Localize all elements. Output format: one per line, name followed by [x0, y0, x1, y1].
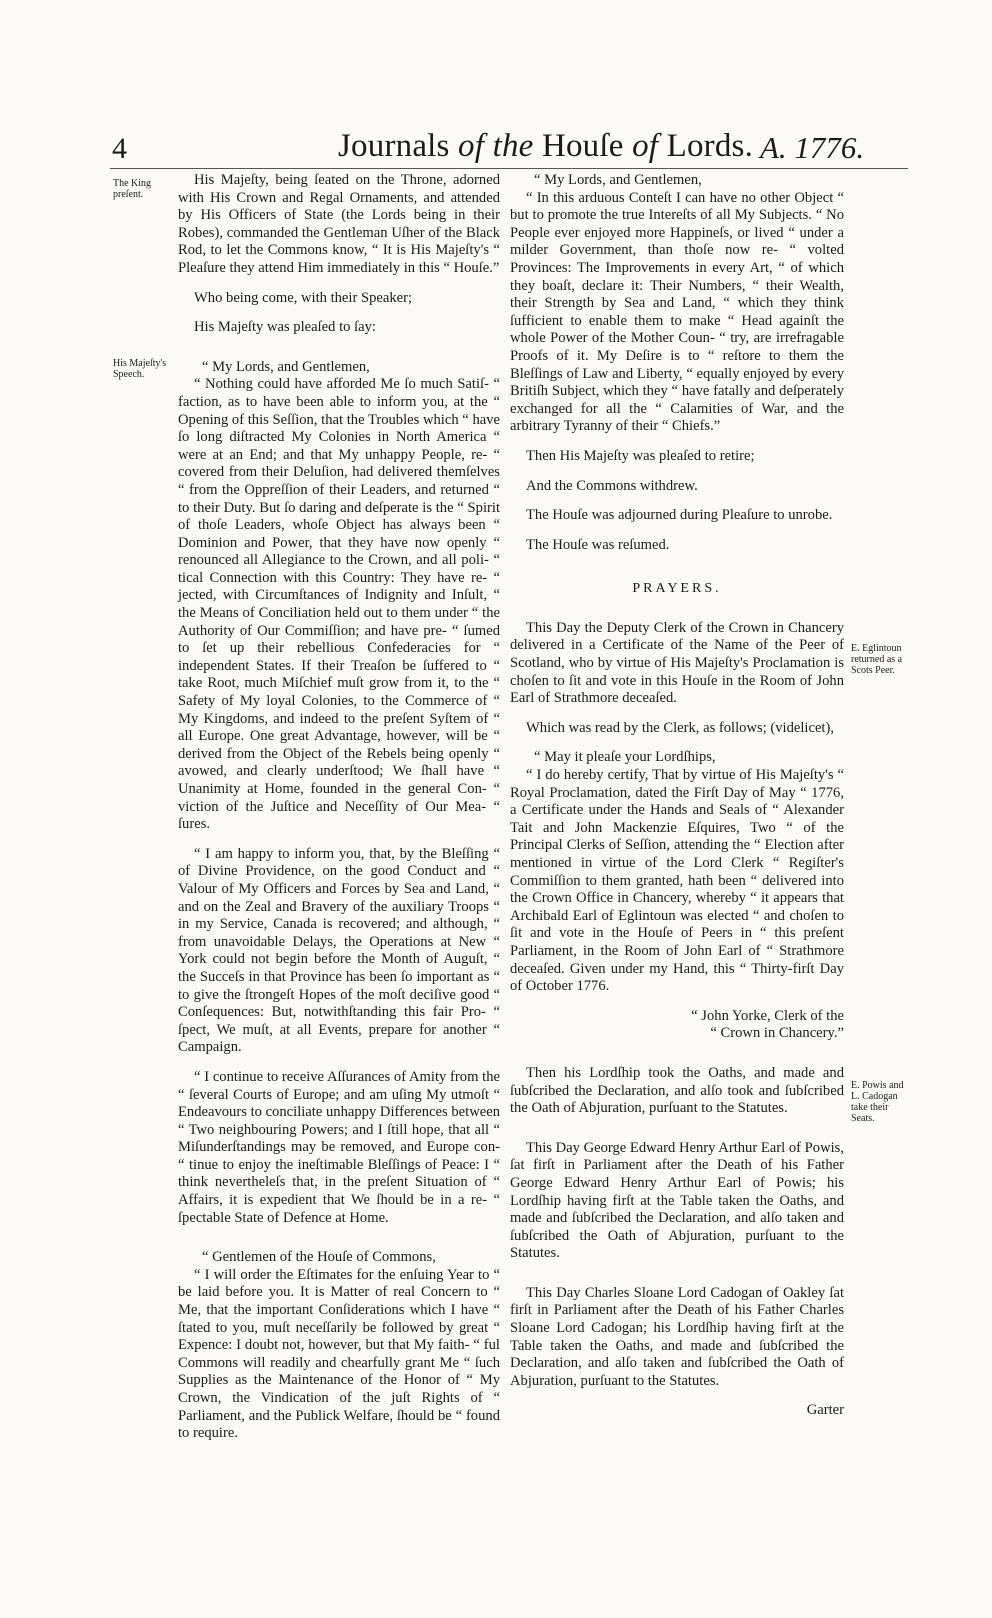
page-number: 4 [112, 132, 127, 165]
paragraph: Then His Majeſty was pleaſed to retire; [526, 447, 755, 464]
paragraph: Which was read by the Clerk, as follows; (videlicet), [526, 719, 834, 736]
paragraph: And the Commons withdrew. [526, 477, 698, 494]
page-title [338, 128, 753, 165]
year: A. 1776. [760, 130, 865, 165]
speech-paragraph: “ I continue to receive Aſſurances of Amity from the “ ſeveral Courts of Europe; and am uſing My utmoſt “ Endeavours to conciliate unhappy Differences between “ Two neighbouring Powers; and I ſtill hope, that all “ Miſunderſtandings may be removed, and Europe con- “ tinue to enjoy the ineſtimable Bleſſings of Peace: I “ think nevertheleſs that, in the preſent Situation of “ Affairs, it is expedient that We ſhould be in a re- “ ſpectable State of Defence at Home. [178, 1068, 500, 1226]
title-word: of [632, 128, 659, 164]
paragraph: This Day the Deputy Clerk of the Crown in Chancery delivered in a Certificate of the Name of the Peer of Scotland, who by virtue of His Majeſty's Proclamation is choſen to ſit and vote in this Houſe in the Room of John Earl of Strathmore deceaſed. [510, 619, 844, 707]
margin-note-eglintoun: E. Eglintoun returned as a Scots Peer. [851, 643, 903, 676]
title-word: Journals [338, 128, 450, 164]
signature: “ Crown in Chancery.” [710, 1025, 844, 1042]
header-rule [110, 168, 908, 169]
title-word: Lords. [666, 128, 754, 164]
speech-salutation: “ My Lords, and Gentlemen, [202, 358, 370, 375]
section-heading: PRAYERS. [632, 581, 722, 597]
right-column [510, 172, 844, 1420]
certificate-text: “ I do hereby certify, That by virtue of His Majeſty's “ Royal Proclamation, dated the Firſt Day of May “ 1776, a Certificate under the Hands and Seals of “ Alexander Tait and John Mackenzie Eſquires, Two “ of the Principal Clerks of Seſſion, attending the “ Election after mentioned in virtue of the Lord Clerk “ Regiſter's Commiſſion to them granted, hath been “ delivered into the Crown Office in Chancery, whereby “ it appears that Archibald Earl of Eglintoun was elected “ and choſen to ſit and vote in the Houſe of Peers in “ this preſent Parliament, in the Room of John Earl of “ Strathmore deceaſed. Given under my Hand, this “ Thirty-firſt Day of October 1776. [510, 767, 844, 995]
signature: “ John Yorke, Clerk of the [691, 1007, 844, 1024]
margin-note-king-present: The King preſent. [113, 178, 152, 200]
speech-paragraph: “ I will order the Eſtimates for the enſuing Year to “ be laid before you. It is Matter of real Concern to “ Me, that the important Conſiderations which I have “ ſtated to you, muſt neceſſarily be followed by great “ Expence: I doubt not, however, but that My faith- “ ful Commons will readily and chearfully grant Me “ ſuch Supplies as the Maintenance of the Honor of “ My Crown, the Vindication of the juſt Rights of “ Parliament, and the Publick Welfare, ſhould be “ found to require. [178, 1266, 500, 1442]
paragraph: Who being come, with their Speaker; [194, 289, 413, 306]
catchword: Garter [806, 1402, 844, 1419]
paragraph: His Majeſty, being ſeated on the Throne, adorned with His Crown and Regal Ornaments, and attended by His Officers of State (the Lords being in their Robes), commanded the Gentleman Uſher of the Black Rod, to let the Commons know, “ It is His Majeſty's “ Pleaſure they attend Him immediately in this “ Houſe.” [178, 172, 500, 276]
paragraph: The Houſe was reſumed. [526, 536, 670, 553]
speech-salutation: “ Gentlemen of the Houſe of Commons, [202, 1249, 436, 1266]
title-word: of [458, 128, 485, 164]
paragraph: His Majeſty was pleaſed to ſay: [194, 319, 376, 336]
speech-paragraph: “ Nothing could have afforded Me ſo much Satiſ- “ faction, as to have been able to inform you, at the “ Opening of this Seſſion, that the Troubles which “ have ſo long diſtracted My Colonies in North America “ were at an End; and that My unhappy People, re- “ covered from their Deluſion, had delivered themſelves “ from the Oppreſſion of their Leaders, and returned “ to their Duty. But ſo daring and deſperate is the “ Spirit of thoſe Leaders, whoſe Object has always been “ Dominion and Power, that they have now openly “ renounced all Allegiance to the Crown, and all poli- “ tical Connection with this Country: They have re- “ jected, with Circumſtances of Indignity and Inſult, “ the Means of Conciliation held out to them under “ the Authority of Our Commiſſion; and have pre- “ ſumed to ſet up their rebellious Confederacies for “ independent States. If their Treaſon be ſuffered to “ take Root, much Miſchief muſt grow from it, to the “ Safety of My loyal Colonies, to the Commerce of “ My Kingdoms, and indeed to the preſent Syſtem of “ all Europe. One great Advantage, however, will be “ derived from the Object of the Rebels being openly “ avowed, and clearly underſtood; We ſhall have “ Unanimity at Home, founded in the general Con- “ viction of the Juſtice and Neceſſity of Our Mea- “ ſures. [178, 376, 500, 833]
margin-note-powis: E. Powis and L. Cadogan take their Seats. [851, 1080, 904, 1124]
paragraph: The Houſe was adjourned during Pleaſure to unrobe. [526, 507, 833, 524]
speech-paragraph: “ I am happy to inform you, that, by the Bleſſing “ of Divine Providence, on the good Conduct and “ Valour of My Officers and Forces by Sea and Land, “ and on the Zeal and Bravery of the auxiliary Troops “ in my Service, Canada is recovered; and although, “ from unavoidable Delays, the Operations at New “ York could not begin before the Month of Auguſt, “ the Succeſs in that Province has been ſo important as “ to give the ſtrongeſt Hopes of the moſt deciſive good “ Conſequences: But, notwithſtanding this fair Pro- “ ſpect, We muſt, at all Events, prepare for another “ Campaign. [178, 845, 500, 1056]
title-word: Houſe [541, 128, 624, 164]
left-column [178, 172, 500, 1443]
speech-salutation: “ My Lords, and Gentlemen, [534, 172, 702, 188]
paragraph: Then his Lordſhip took the Oaths, and made and ſubſcribed the Declaration, and alſo took and ſubſcribed the Oath of Abjuration, purſuant to the Statutes. [510, 1064, 844, 1117]
paragraph: This Day Charles Sloane Lord Cadogan of Oakley ſat firſt in Parliament after the Death of his Father Charles Sloane Lord Cadogan; his Lordſhip having firſt at the Table taken the Oaths, and made and ſubſcribed the Declaration, and alſo taken and ſubſcribed the Oath of Abjuration, purſuant to the Statutes. [510, 1284, 844, 1389]
speech-paragraph: “ In this arduous Conteſt I can have no other Object “ but to promote the true Intereſts of all My Subjects. “ No People ever enjoyed more Happineſs, or lived “ under a milder Government, than thoſe now re- “ volted Provinces: The Improvements in every Art, “ of which they boaſt, declare it: Their Numbers, “ their Wealth, their Strength by Sea and Land, “ which they think ſufficient to enable them to make “ Head againſt the whole Power of the Mother Coun- “ try, are irrefragable Proofs of it. My Deſire is to “ reſtore to them the Bleſſings of Law and Liberty, “ equally enjoyed by every Britiſh Subject, which they “ have fatally and deſperately exchanged for all the “ Calamities of War, and the arbitrary Tyranny of their “ Chiefs.” [510, 189, 844, 435]
paragraph: This Day George Edward Henry Arthur Earl of Powis, ſat firſt in Parliament after the Death of his Father George Edward Henry Arthur Earl of Powis; his Lordſhip having firſt at the Table taken the Oaths, and made and ſubſcribed the Declaration, and alſo taken and ſubſcribed the Oath of Abjuration, purſuant to the Statutes. [510, 1139, 844, 1262]
margin-note-majesty-speech: His Majeſty's Speech. [113, 358, 167, 380]
certificate-salutation: “ May it pleaſe your Lordſhips, [534, 749, 716, 766]
title-word: the [492, 128, 534, 164]
